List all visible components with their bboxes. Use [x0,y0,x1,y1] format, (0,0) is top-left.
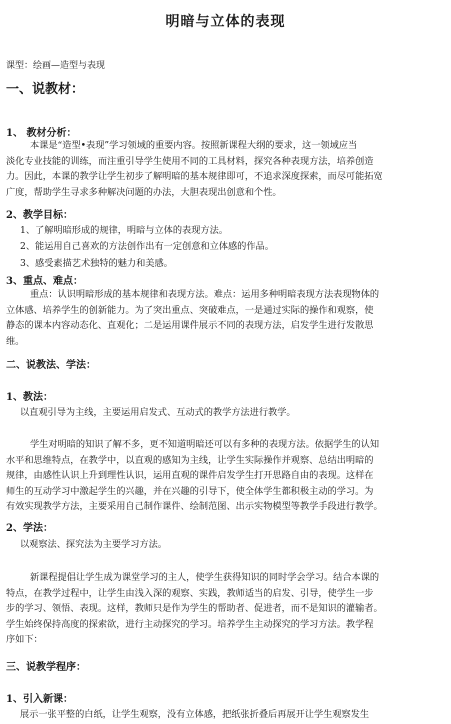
text-line: 步的学习、领悟、表现。这样，教师只是作为学生的帮助者、促进者，而不是知识的灌输者。 [6,603,383,614]
subheading-introduction: 1、引入新课： [6,694,73,705]
goal-item: 1、了解明暗形成的规律，明暗与立体的表现方法。 [20,225,228,236]
subheading-analysis: 1、 教材分析： [6,128,77,139]
text-line: 力。因此，本课的教学让学生初步了解明暗的基本规律即可，不追求深度探索，而尽可能拓宽 [6,171,383,182]
goal-item: 2、能运用自己喜欢的方法创作出有一定创意和立体感的作品。 [20,241,274,252]
goal-item: 3、感受素描艺术独特的魅力和美感。 [20,258,173,269]
teaching-method-summary: 以直观引导为主线，主要运用启发式、互动式的教学方法进行教学。 [20,407,296,418]
text-line: 特点，在教学过程中，让学生由浅入深的观察、实践，教师适当的启发、引导，使学生一步 [6,587,374,599]
section-heading-teaching-material: 一、说教材： [6,82,85,97]
text-line: 水平和思维特点，在教学中，以直观的感知为主线，让学生实际操作并观察、总结出明暗的 [6,454,374,466]
text-line: 序如下： [6,634,43,645]
section-heading-procedure: 三、说教学程序： [6,662,86,673]
paragraph-teaching-method [6,437,446,515]
course-type: 课型：绘画—造型与表现 [6,61,106,71]
text-line: 静态的课本内容动态化、直观化；二是运用课件展示不同的表现方法，启发学生进行发散思 [6,320,374,331]
paragraph-analysis [6,138,446,200]
paragraph-key-points [6,287,446,349]
text-line: 广度，帮助学生寻求多种解决问题的办法，大胆表现出创意和个性。 [6,186,282,198]
text-line: 师生的互动学习中激起学生的兴趣，并在兴趣的引导下，使全体学生都积极主动的学习。为 [6,485,374,497]
page-title: 明暗与立体的表现 [165,14,286,30]
subheading-study-method: 2、学法： [6,523,53,534]
text-line: 有效实现教学方法，主要采用自己制作课件、绘制范图、出示实物模型等教学手段进行教学。 [6,501,383,512]
text-line: 规律，由感性认识上升到理性认识，运用直观的课件启发学生打开思路自由的表现。这样在 [6,470,374,481]
study-method-summary: 以观察法、探究法为主要学习方法。 [20,539,167,550]
text-line: 本课是“造型•表现”学习领域的重要内容。按照新课程大纲的要求，这一领域应当 [30,140,358,151]
subheading-goals: 2、教学目标： [6,210,73,221]
text-line: 淡化专业技能的训练，而注重引导学生使用不同的工具材料，探究各种表现方法，培养创造 [6,155,374,167]
subheading-key-points: 3、重点、难点： [6,276,83,287]
paragraph-study-method [6,570,446,648]
text-line: 学生对明暗的知识了解不多，更不知道明暗还可以有多种的表现方法。依据学生的认知 [30,439,380,450]
subheading-teaching-method: 1、教法： [6,392,53,403]
text-line: 重点：认识明暗形成的基本规律和表现方法。难点：运用多种明暗表现方法表现物体的 [30,289,380,300]
text-line: 学生始终保持高度的探索欲，进行主动探究的学习。培养学生主动探究的学习方法。教学程 [6,618,374,630]
section-heading-methods: 二、说教法、学法： [6,360,96,371]
text-line: 维。 [6,335,25,347]
introduction-line: 展示一张平整的白纸，让学生观察，没有立体感，把纸张折叠后再展开让学生观察发生 [20,709,370,720]
text-line: 立体感、培养学生的创新能力。为了突出重点、突破难点，一是通过实际的操作和观察，使 [6,304,374,316]
text-line: 新课程提倡让学生成为课堂学习的主人，使学生获得知识的同时学会学习。结合本课的 [30,572,380,583]
